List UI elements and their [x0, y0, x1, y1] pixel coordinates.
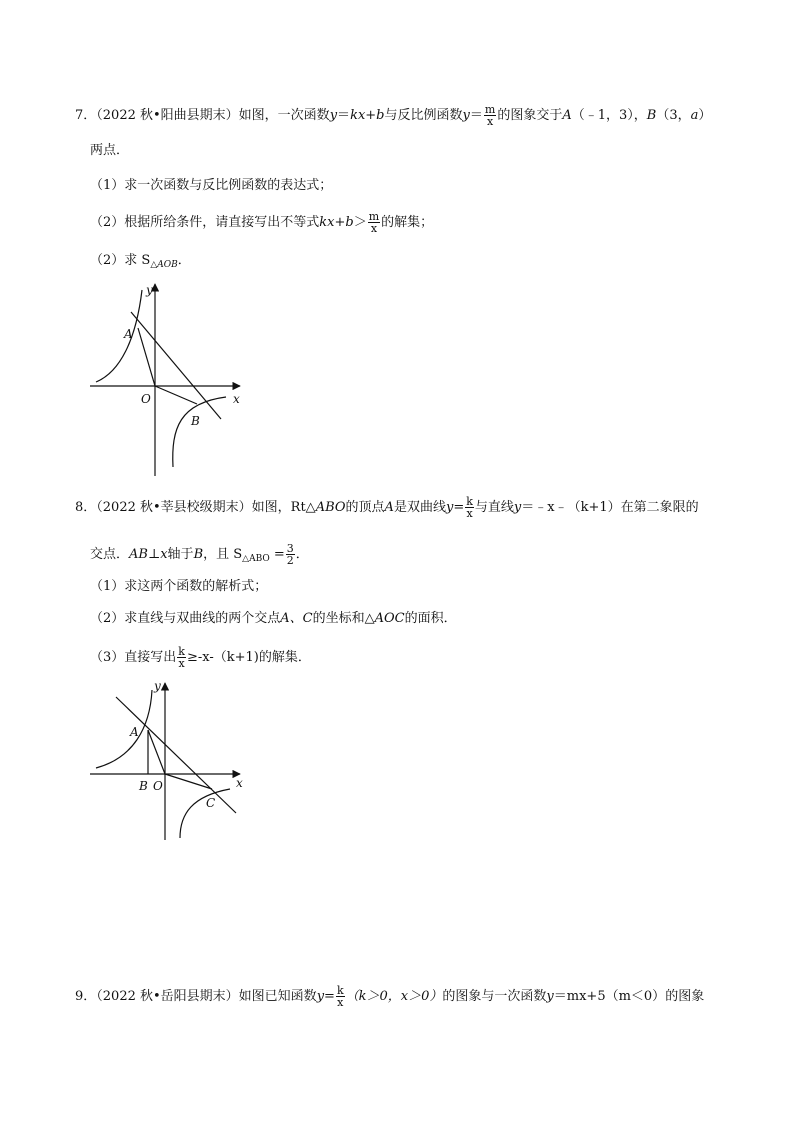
q7-source: （2022 秋•阳曲县期末）	[96, 108, 239, 123]
q8-segment-OC	[165, 774, 212, 789]
q7-label-B: B	[191, 414, 200, 428]
q9-source: （2022 秋•岳阳县期末）	[96, 989, 239, 1004]
q8-label-x: x	[236, 776, 243, 790]
q8-stem-line1: 8．（2022 秋•莘县校级期末）如图，Rt△ABO的顶点A是双曲线y= $\frac{k}{x}$ 与直线y＝﹣x﹣（k+1）在第二象限的	[75, 495, 699, 520]
q7-sub2-fraction: $\frac{m}{x}$	[368, 210, 380, 235]
q7-fraction-m-over-x: $\frac{m}{x}$	[484, 103, 496, 128]
q8-label-A: A	[130, 725, 139, 739]
q7-label-y: y	[146, 283, 153, 297]
q8-stem-line2: 交点．AB⊥x轴于B，且 $S_{\triangle ABO}$ = $\frac{3}{2}$ ．	[90, 542, 309, 567]
q7-label-A: A	[124, 327, 133, 341]
q7-subquestion-2: （2）根据所给条件，请直接写出不等式kx+b＞ $\frac{m}{x}$ 的解集；	[90, 210, 434, 235]
q8-sub3-fraction: $\frac{k}{x}$	[178, 645, 185, 670]
q8-label-B: B	[139, 779, 148, 793]
q8-label-C: C	[206, 796, 216, 810]
q8-hyperbola-branch-4	[180, 789, 230, 838]
q8-source: （2022 秋•莘县校级期末）	[96, 500, 252, 515]
q8-label-O: O	[153, 779, 163, 793]
q8-line	[116, 697, 236, 813]
q7-label-x: x	[233, 392, 240, 406]
q8-fraction-3-over-2: $\frac{3}{2}$	[286, 542, 294, 567]
q8-label-y: y	[154, 679, 161, 693]
q8-subquestion-1: （1）求这两个函数的解析式；	[90, 579, 268, 594]
q8-subquestion-2: （2）求直线与双曲线的两个交点A、C的坐标和△AOC的面积．	[90, 611, 457, 626]
q8-subquestion-3: （3）直接写出 $\frac{k}{x}$ ≥-x-（k+1)的解集．	[90, 645, 311, 670]
q9-fraction-k-over-x: $\frac{k}{x}$	[336, 984, 344, 1009]
q7-subquestion-1: （1）求一次函数与反比例函数的表达式；	[90, 178, 333, 193]
q7-stem-line2: 两点．	[90, 143, 130, 158]
q7-stem-line1: 7．（2022 秋•阳曲县期末）如图，一次函数y＝kx+b与反比例函数y＝ $\frac{m}{x}$ 的图象交于A（﹣1，3），B（3，a）	[75, 103, 712, 128]
q7-label-O: O	[141, 392, 151, 406]
q7-subquestion-3: （2）求 $S_{\triangle AOB}$．	[90, 253, 191, 270]
q8-hyperbola-branch-2	[96, 690, 152, 768]
q8-fraction-k-over-x: $\frac{k}{x}$	[466, 495, 473, 520]
q9-stem-line1: 9．（2022 秋•岳阳县期末）如图已知函数y= $\frac{k}{x}$ （k＞0，x＞0）的图象与一次函数y＝mx+5（m＜0）的图象	[75, 984, 705, 1009]
